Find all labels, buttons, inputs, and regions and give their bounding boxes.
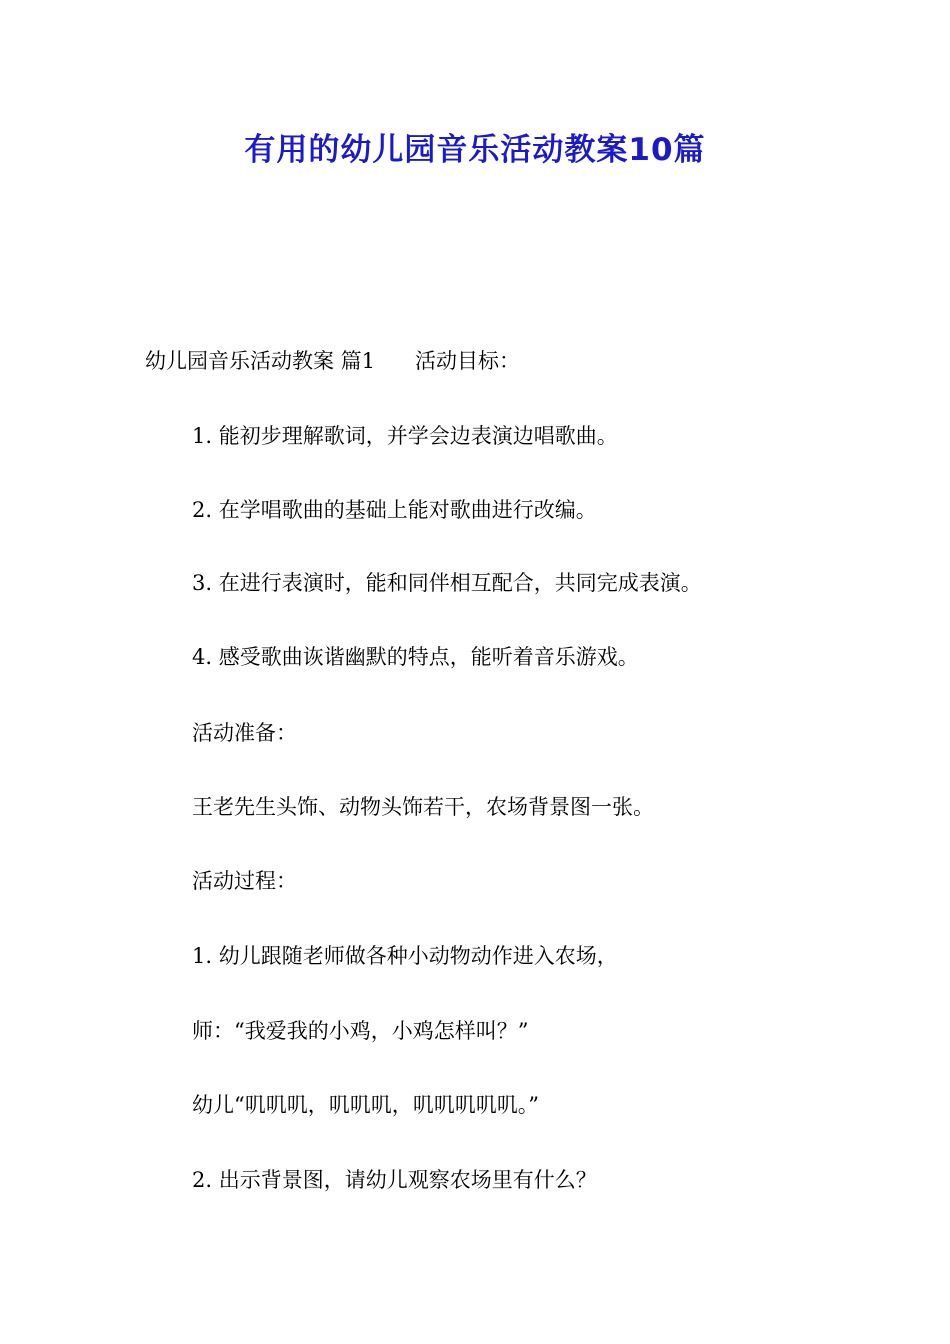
goals-label: 活动目标：	[415, 349, 521, 373]
process-step-1: 1. 幼儿跟随老师做各种小动物动作进入农场，	[192, 944, 618, 968]
teacher-line: 师：“我爱我的小鸡，小鸡怎样叫？”	[192, 1019, 529, 1043]
section-heading-line	[145, 346, 520, 376]
process-step-2: 2. 出示背景图，请幼儿观察农场里有什么？	[192, 1168, 597, 1192]
goal-item-1: 1. 能初步理解歌词，并学会边表演边唱歌曲。	[192, 424, 618, 448]
preparation-heading: 活动准备：	[192, 721, 297, 745]
goal-item-3: 3. 在进行表演时，能和同伴相互配合，共同完成表演。	[192, 571, 702, 595]
section-heading: 幼儿园音乐活动教案 篇1	[145, 349, 376, 373]
document-title: 有用的幼儿园音乐活动教案10篇	[244, 132, 706, 168]
goal-item-2: 2. 在学唱歌曲的基础上能对歌曲进行改编。	[192, 498, 597, 522]
goal-item-4: 4. 感受歌曲诙谐幽默的特点，能听着音乐游戏。	[192, 645, 639, 669]
children-line: 幼儿“叽叽叽，叽叽叽，叽叽叽叽叽。”	[192, 1093, 539, 1117]
preparation-text: 王老先生头饰、动物头饰若干，农场背景图一张。	[192, 795, 654, 819]
process-heading: 活动过程：	[192, 869, 297, 893]
